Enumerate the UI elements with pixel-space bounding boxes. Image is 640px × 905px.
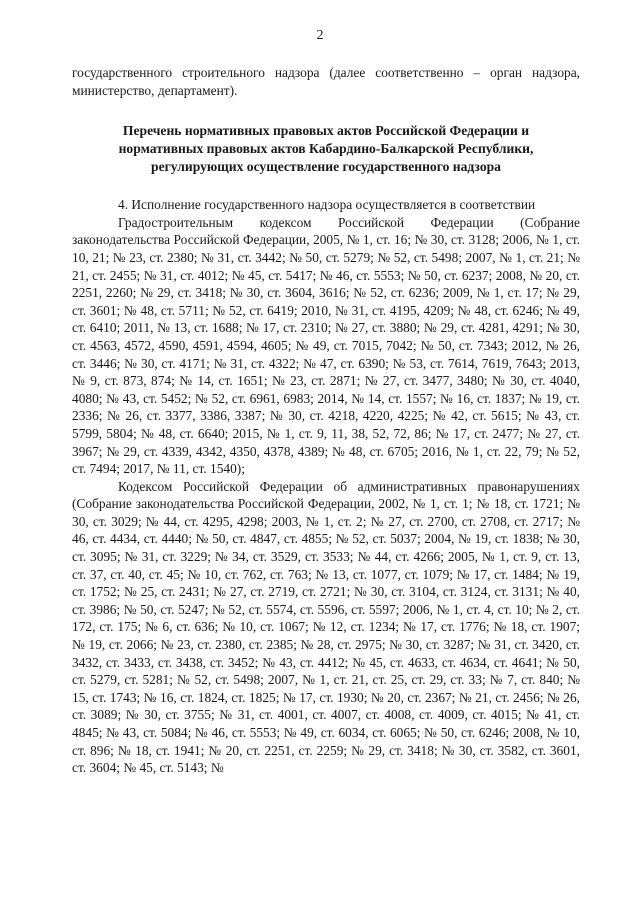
administrative-code-paragraph: Кодексом Российской Федерации об административных правонарушениях (Собрание законодательства Российской Федерации, 2002, № 1, ст. 1; № 18, ст. 1721; № 30, ст. 3029; № 44, ст. 4295, 4298; 2003, № 1, ст. 2; № 27, ст. 2700, ст. 2708, ст. 2717; № 46, ст. 4434, ст. 4440; № 50, ст. 4847, ст. 4855; № 52, ст. 5037; 2004, № 19, ст. 1838; № 30, ст. 3095; № 31, ст. 3229; № 34, ст. 3529, ст. 3533; № 44, ст. 4266; 2005, № 1, ст. 9, ст. 13, ст. 37, ст. 40, ст. 45; № 10, ст. 762, ст. 763; № 13, ст. 1077, ст. 1079; № 17, ст. 1484; № 19, ст. 1752; № 25, ст. 2431; № 27, ст. 2719, ст. 2721; № 30, ст. 3104, ст. 3124, ст. 3131; № 40, ст. 3986; № 50, ст. 5247; № 52, ст. 5574, ст. 5596, ст. 5597; 2006, № 1, ст. 4, ст. 10; № 2, ст. 172, ст. 175; № 6, ст. 636; № 10, ст. 1067; № 12, ст. 1234; № 17, ст. 1776; № 18, ст. 1907; № 19, ст. 2066; № 23, ст. 2380, ст. 2385; № 28, ст. 2975; № 30, ст. 3287; № 31, ст. 3420, ст. 3432, ст. 3433, ст. 3438, ст. 3452; № 43, ст. 4412; № 45, ст. 4633, ст. 4634, ст. 4641; № 50, ст. 5279, ст. 5281; № 52, ст. 5498; 2007, № 1, ст. 21, ст. 25, ст. 29, ст. 33; № 7, ст. 840; № 15, ст. 1743; № 16, ст. 1824, ст. 1825; № 17, ст. 1930; № 20, ст. 2367; № 21, ст. 2456; № 26, ст. 3089; № 30, ст. 3755; № 31, ст. 4001, ст. 4007, ст. 4008, ст. 4009, ст. 4015; № 41, ст. 4845; № 43, ст. 5084; № 46, ст. 5553; № 49, ст. 6034, ст. 6065; № 50, ст. 6246; 2008, № 10, ст. 896; № 18, ст. 1941; № 20, ст. 2251, ст. 2259; № 29, ст. 3418; № 30, ст. 3582, ст. 3601, ст. 3604; № 45, ст. 5143; № xyxy=(72,478,580,776)
section-heading-line-1: Перечень нормативных правовых актов Российской Федерации и xyxy=(122,123,530,139)
page-number: 2 xyxy=(316,28,324,43)
section-heading-line-3: регулирующих осуществление государственного надзора xyxy=(151,159,501,175)
section-heading xyxy=(72,122,580,176)
document-body xyxy=(72,64,580,777)
section-4-lead: 4. Исполнение государственного надзора осуществляется в соответствии xyxy=(118,197,536,213)
intro-paragraph: государственного строительного надзора (далее соответственно – орган надзора, министерство, департамент). xyxy=(72,65,580,98)
urban-planning-code-paragraph: Градостроительным кодексом Российской Федерации (Собрание законодательства Российской Федерации, 2005, № 1, ст. 16; № 30, ст. 3128; 2006, № 1, ст. 10, 21; № 23, ст. 2380; № 31, ст. 3442; № 50, ст. 5279; № 52, ст. 5498; 2007, № 1, ст. 21; № 21, ст. 2455; № 31, ст. 4012; № 45, ст. 5417; № 46, ст. 5553; № 50, ст. 6237; 2008, № 20, ст. 2251, 2260; № 29, ст. 3418; № 30, ст. 3604, 3616; № 52, ст. 6236; 2009, № 1, ст. 17; № 29, ст. 3601; № 48, ст. 5711; № 52, ст. 6419; 2010, № 31, ст. 4195, 4209; № 48, ст. 6246; № 49, ст. 6410; 2011, № 13, ст. 1688; № 17, ст. 2310; № 27, ст. 3880; № 29, ст. 4281, 4291; № 30, ст. 4563, 4572, 4590, 4591, 4594, 4605; № 49, ст. 7015, 7042; № 50, ст. 7343; 2012, № 26, ст. 3446; № 30, ст. 4171; № 31, ст. 4322; № 47, ст. 6390; № 53, ст. 7614, 7619, 7643; 2013, № 9, ст. 873, 874; № 14, ст. 1651; № 23, ст. 2871; № 27, ст. 3477, 3480; № 30, ст. 4040, 4080; № 43, ст. 5452; № 52, ст. 6961, 6983; 2014, № 14, ст. 1557; № 16, ст. 1837; № 19, ст. 2336; № 26, ст. 3377, 3386, 3387; № 30, ст. 4218, 4220, 4225; № 42, ст. 5615; № 43, ст. 5799, 5804; № 48, ст. 6640; 2015, № 1, ст. 9, 11, 38, 52, 72, 86; № 17, ст. 2477; № 27, ст. 3967; № 29, ст. 4339, 4342, 4350, 4378, 4389; № 48, ст. 6705; 2016, № 1, ст. 22, 79; № 52, ст. 7494; 2017, № 11, ст. 1540); xyxy=(72,214,580,477)
section-heading-line-2: нормативных правовых актов Кабардино-Балкарской Республики, xyxy=(118,141,534,157)
